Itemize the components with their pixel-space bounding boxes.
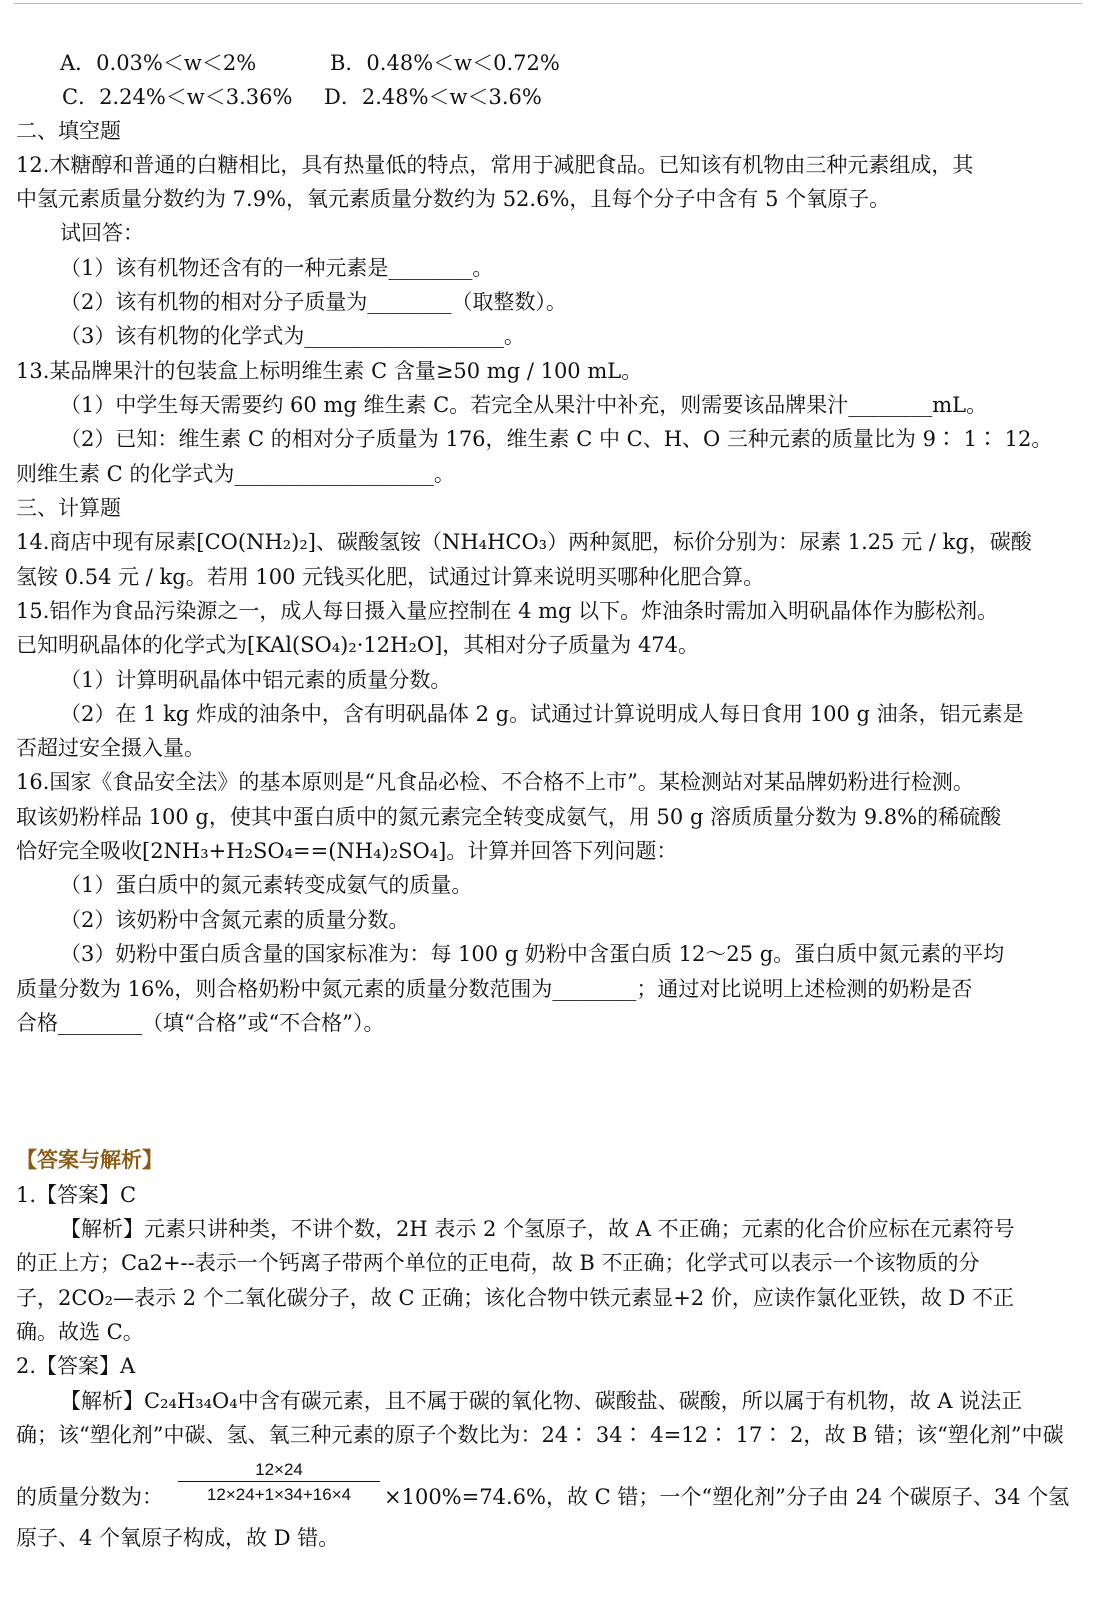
q16-line-8: 合格________（填“合格”或“不合格”）。 [16, 1011, 385, 1035]
q12-line-2: 中氢元素质量分数约为 7.9%，氧元素质量分数约为 52.6%，且每个分子中含有 5 个氧原子。 [16, 187, 891, 211]
q16-line-2: 取该奶粉样品 100 g，使其中蛋白质中的氮元素完全转变成氨气，用 50 g 溶质质量分数为 9.8%的稀硫酸 [16, 805, 1002, 829]
q16-line-3: 恰好完全吸收[2NH₃+H₂SO₄==(NH₄)₂SO₄]。计算并回答下列问题： [16, 839, 678, 863]
answer-1-analysis-line-3: 子，2CO₂—表示 2 个二氧化碳分子，故 C 正确；该化合物中铁元素显+2 价，应读作氯化亚铁，故 D 不正 [16, 1286, 1015, 1310]
q12-line-1: 12.木糖醇和普通的白糖相比，具有热量低的特点，常用于减肥食品。已知该有机物由三种元素组成，其 [16, 153, 974, 177]
answer-1-analysis-line-2: 的正上方；Ca2+--表示一个钙离子带两个单位的正电荷，故 B 不正确；化学式可以表示一个该物质的分 [16, 1251, 980, 1275]
q13-line-2: （1）中学生每天需要约 60 mg 维生素 C。若完全从果汁中补充，则需要该品牌果汁________mL。 [60, 393, 988, 417]
fraction-denominator: 12×24+1×34+16×4 [206, 1485, 352, 1504]
answer-2-analysis-line-2: 确；该“塑化剂”中碳、氢、氧三种元素的原子个数比为：24∶ 34∶ 4=12∶ 17∶ 2，故 B 错；该“塑化剂”中碳 [16, 1423, 1064, 1447]
top-rule [14, 3, 1082, 4]
q12-line-6: （3）该有机物的化学式为___________________。 [60, 324, 525, 348]
q16-line-6: （3）奶粉中蛋白质含量的国家标准为：每 100 g 奶粉中含蛋白质 12～25 g。蛋白质中氮元素的平均 [60, 942, 1005, 966]
answer-2-analysis-line-3-suffix: ×100%=74.6%，故 C 错；一个“塑化剂”分子由 24 个碳原子、34 个氢 [384, 1485, 1070, 1509]
section-fill-blank-title: 二、填空题 [16, 119, 121, 143]
fraction-numerator: 12×24 [255, 1460, 303, 1479]
answer-2-analysis-line-4: 原子、4 个氧原子构成，故 D 错。 [16, 1526, 340, 1550]
option-b: B．0.48%＜w＜0.72% [330, 51, 560, 75]
q13-line-4: 则维生素 C 的化学式为___________________。 [16, 462, 455, 486]
answers-heading: 【答案与解析】 [16, 1147, 163, 1172]
q13-line-1: 13.某品牌果汁的包装盒上标明维生素 C 含量≥50 mg / 100 mL。 [16, 359, 643, 383]
option-d: D．2.48%＜w＜3.6% [324, 85, 542, 109]
q15-line-1: 15.铝作为食品污染源之一，成人每日摄入量应控制在 4 mg 以下。炸油条时需加入明矾晶体作为膨松剂。 [16, 599, 999, 623]
q16-line-5: （2）该奶粉中含氮元素的质量分数。 [60, 908, 410, 932]
answer-1-analysis-line-4: 确。故选 C。 [16, 1320, 144, 1344]
answer-1: 1.【答案】C [16, 1183, 137, 1207]
mass-fraction-formula [178, 1459, 380, 1506]
answer-2-analysis-line-1: 【解析】C₂₄H₃₄O₄中含有碳元素，且不属于碳的氧化物、碳酸盐、碳酸，所以属于有机物，故 A 说法正 [60, 1389, 1023, 1413]
option-c: C．2.24%＜w＜3.36% [62, 85, 293, 109]
q13-line-3: （2）已知：维生素 C 的相对分子质量为 176，维生素 C 中 C、H、O 三种元素的质量比为 9∶ 1∶ 12。 [60, 427, 1053, 451]
q12-line-4: （1）该有机物还含有的一种元素是________。 [60, 256, 494, 280]
q15-line-5: 否超过安全摄入量。 [16, 736, 205, 760]
q14-line-2: 氢铵 0.54 元 / kg。若用 100 元钱买化肥，试通过计算来说明买哪种化肥合算。 [16, 565, 765, 589]
q16-line-7: 质量分数为 16%，则合格奶粉中氮元素的质量分数范围为________；通过对比说明上述检测的奶粉是否 [16, 977, 973, 1001]
q14-line-1: 14.商店中现有尿素[CO(NH₂)₂]、碳酸氢铵（NH₄HCO₃）两种氮肥，标价分别为：尿素 1.25 元 / kg，碳酸 [16, 530, 1032, 554]
answer-2-analysis-line-3-prefix: 的质量分数为： [16, 1485, 163, 1509]
q15-line-2: 已知明矾晶体的化学式为[KAl(SO₄)₂·12H₂O]，其相对分子质量为 474。 [16, 633, 700, 657]
answer-2: 2.【答案】A [16, 1354, 136, 1378]
section-calc-title: 三、计算题 [16, 496, 121, 520]
q12-line-3: 试回答： [60, 221, 144, 245]
option-a: A．0.03%＜w＜2% [60, 51, 257, 75]
answer-1-analysis-line-1: 【解析】元素只讲种类，不讲个数，2H 表示 2 个氢原子，故 A 不正确；元素的化合价应标在元素符号 [60, 1217, 1015, 1241]
q16-line-1: 16.国家《食品安全法》的基本原则是“凡食品必检、不合格不上市”。某检测站对某品牌奶粉进行检测。 [16, 770, 974, 794]
fraction-bar [178, 1481, 380, 1482]
q15-line-4: （2）在 1 kg 炸成的油条中，含有明矾晶体 2 g。试通过计算说明成人每日食用 100 g 油条，铝元素是 [60, 702, 1024, 726]
q12-line-5: （2）该有机物的相对分子质量为________（取整数）。 [60, 290, 567, 314]
q15-line-3: （1）计算明矾晶体中铝元素的质量分数。 [60, 668, 452, 692]
q16-line-4: （1）蛋白质中的氮元素转变成氨气的质量。 [60, 873, 473, 897]
